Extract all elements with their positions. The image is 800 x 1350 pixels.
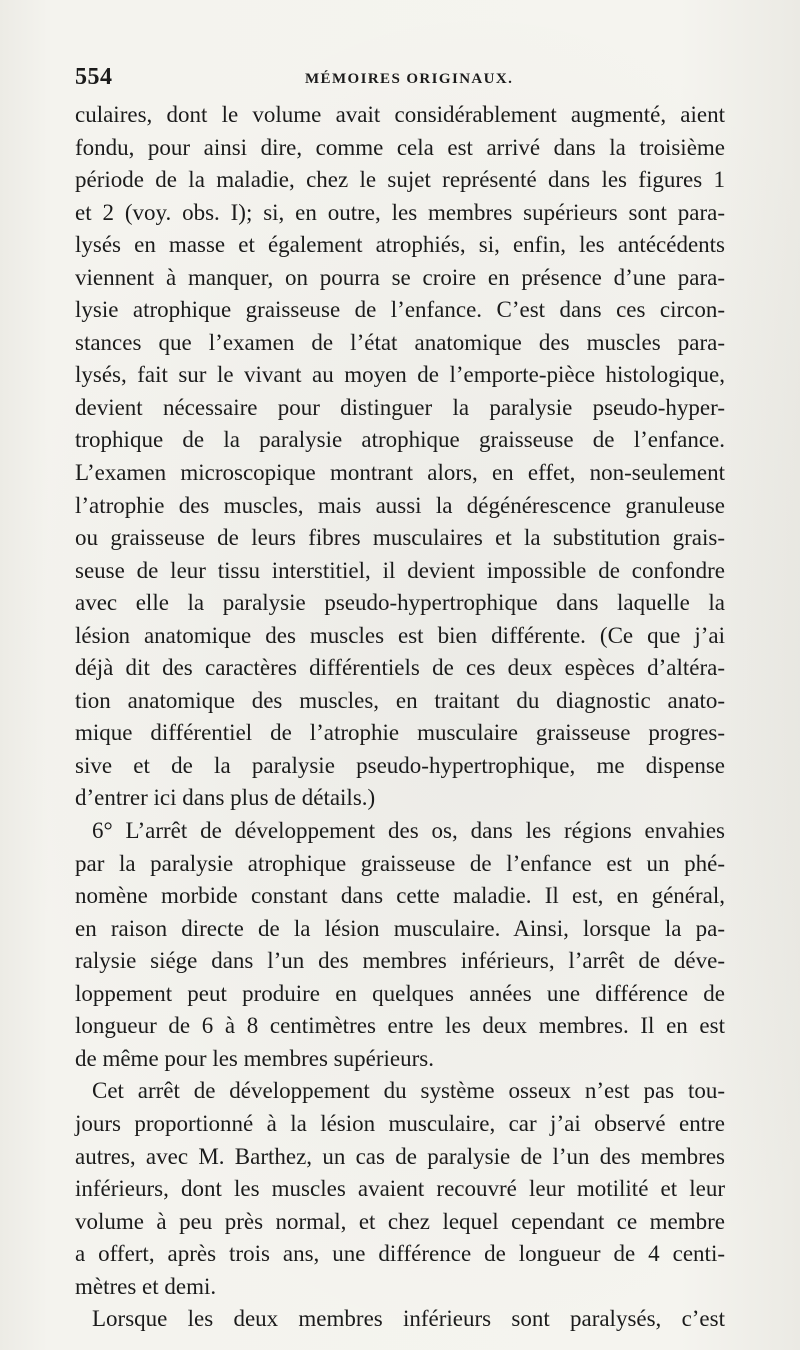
text-line: ralysie siége dans l’un des membres inférieurs, l’arrêt de déve- <box>75 948 725 974</box>
text-line: viennent à manquer, on pourra se croire en présence d’une para- <box>75 264 725 290</box>
text-line: Cet arrêt de développement du système osseux n’est pas tou- <box>92 1078 725 1104</box>
text-line: L’examen microscopique montrant alors, en effet, non-seulement <box>75 460 725 486</box>
page-number: 554 <box>75 64 113 90</box>
text-line: loppement peut produire en quelques années une différence de <box>75 980 725 1006</box>
text-line: avec elle la paralysie pseudo-hypertrophique dans laquelle la <box>75 590 725 616</box>
text-line: autres, avec M. Barthez, un cas de paralysie de l’un des membres <box>75 1143 725 1169</box>
text-line: de même pour les membres supérieurs. <box>75 1045 434 1071</box>
text-line: lésion anatomique des muscles est bien différente. (Ce que j’ai <box>75 622 725 648</box>
text-line: l’atrophie des muscles, mais aussi la dégénérescence granuleuse <box>75 492 725 518</box>
page-header <box>75 64 725 94</box>
text-line: mique différentiel de l’atrophie musculaire graisseuse progres- <box>75 720 725 746</box>
text-line: 6° L’arrêt de développement des os, dans les régions envahies <box>92 818 725 844</box>
text-line: en raison directe de la lésion musculaire. Ainsi, lorsque la pa- <box>75 915 725 941</box>
text-line: trophique de la paralysie atrophique graisseuse de l’enfance. <box>75 427 725 453</box>
text-line: jours proportionné à la lésion musculaire, car j’ai observé entre <box>75 1110 725 1136</box>
text-line: nomène morbide constant dans cette maladie. Il est, en général, <box>75 883 725 909</box>
text-line: et 2 (voy. obs. I); si, en outre, les membres supérieurs sont para- <box>75 199 725 225</box>
text-line: stances que l’examen de l’état anatomique des muscles para- <box>75 329 725 355</box>
text-line: période de la maladie, chez le sujet représenté dans les figures 1 <box>75 167 725 193</box>
text-line: inférieurs, dont les muscles avaient recouvré leur motilité et leur <box>75 1176 725 1202</box>
text-line: volume à peu près normal, et chez lequel cependant ce membre <box>75 1208 725 1234</box>
running-title: MÉMOIRES ORIGINAUX. <box>305 71 514 87</box>
text-line: longueur de 6 à 8 centimètres entre les deux membres. Il en est <box>75 1013 725 1039</box>
text-line: devient nécessaire pour distinguer la paralysie pseudo-hyper- <box>75 394 725 420</box>
text-line: tion anatomique des muscles, en traitant du diagnostic anato- <box>75 687 725 713</box>
text-line: ou graisseuse de leurs fibres musculaires et la substitution grais- <box>75 525 725 551</box>
text-line: déjà dit des caractères différentiels de ces deux espèces d’altéra- <box>75 655 725 681</box>
text-line: sive et de la paralysie pseudo-hypertrophique, me dispense <box>75 752 725 778</box>
text-line: culaires, dont le volume avait considérablement augmenté, aient <box>75 102 725 127</box>
text-line: a offert, après trois ans, une différence de longueur de 4 centi- <box>75 1241 725 1267</box>
text-line: lysés en masse et également atrophiés, si, enfin, les antécédents <box>75 232 725 258</box>
text-line: d’entrer ici dans plus de détails.) <box>75 785 376 811</box>
text-line: lysés, fait sur le vivant au moyen de l’emporte-pièce histologique, <box>75 362 725 388</box>
text-line: seuse de leur tissu interstitiel, il devient impossible de confondre <box>75 557 725 583</box>
body-text <box>75 99 725 1336</box>
text-line: lysie atrophique graisseuse de l’enfance. C’est dans ces circon- <box>75 297 725 323</box>
text-line: fondu, pour ainsi dire, comme cela est arrivé dans la troisième <box>75 134 725 160</box>
text-line: Lorsque les deux membres inférieurs sont paralysés, c’est <box>92 1306 725 1332</box>
text-line: mètres et demi. <box>75 1273 217 1299</box>
text-line: par la paralysie atrophique graisseuse de l’enfance est un phé- <box>75 850 725 876</box>
